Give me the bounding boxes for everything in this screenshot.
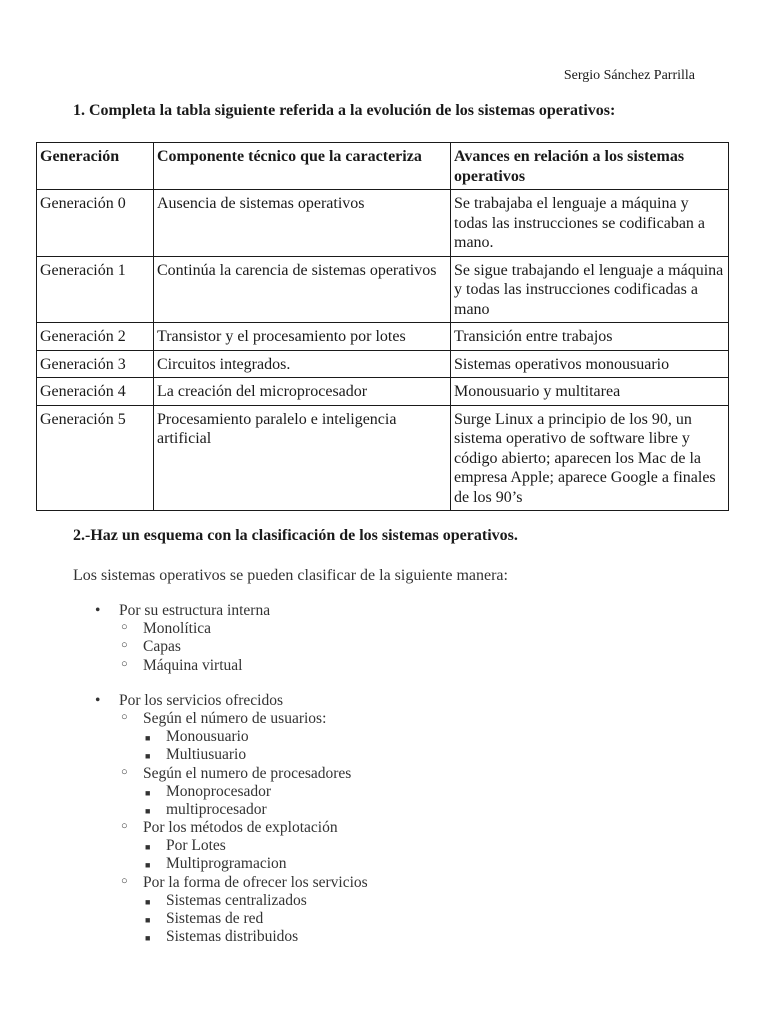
header-advances: Avances en relación a los sistemas operativos [451,143,729,190]
list-item-label: Según el numero de procesadores [143,764,352,782]
list-item-label: Según el número de usuarios: [143,709,327,727]
cell-advances: Sistemas operativos monousuario [451,350,729,378]
author-name: Sergio Sánchez Parrilla [563,68,695,83]
list-item-label: Monousuario [166,728,249,746]
list-item-label: Máquina virtual [143,656,243,674]
question-1-heading: 1. Completa la tabla siguiente referida a la evolución de los sistemas operativos: [73,102,616,119]
cell-generation: Generación 3 [37,350,154,378]
cell-advances: Se sigue trabajando el lenguaje a máquina y todas las instrucciones codificadas a mano [451,256,729,323]
question-2-heading: 2.-Haz un esquema con la clasificación de los sistemas operativos. [73,527,518,544]
cell-component: Circuitos integrados. [154,350,451,378]
table-row [37,405,729,511]
list-item-label: Por la forma de ofrecer los servicios [143,873,368,891]
cell-component: Continúa la carencia de sistemas operativos [154,256,451,323]
cell-generation: Generación 2 [37,323,154,351]
list-item-label: Por los servicios ofrecidos [119,691,284,709]
list-item-label: multiprocesador [166,800,267,818]
header-component: Componente técnico que la caracteriza [154,143,451,190]
list-item-label: Sistemas de red [166,910,264,927]
cell-generation: Generación 1 [37,256,154,323]
table-row [37,350,729,378]
list-item-label: Por Lotes [166,837,226,855]
cell-advances: Se trabajaba el lenguaje a máquina y todas las instrucciones se codificaban a mano. [451,190,729,257]
list-item-label: Por su estructura interna [119,602,271,619]
cell-advances: Monousuario y multitarea [451,378,729,406]
list-item-label: Multiusuario [166,746,247,764]
list-item-label: Multiprogramacion [166,855,287,873]
cell-advances: Transición entre trabajos [451,323,729,351]
table-row [37,190,729,257]
table-row [37,256,729,323]
cell-advances: Surge Linux a principio de los 90, un sistema operativo de software libre y código abierto; aparecen los Mac de la empresa Apple; aparece Google a finales de los 90’s [451,405,729,511]
list-item-label: Sistemas distribuidos [166,928,299,946]
list-item-label: Monolítica [143,620,212,638]
list-item-label: Capas [143,638,181,656]
table-header-row [37,143,729,190]
cell-component: Transistor y el procesamiento por lotes [154,323,451,351]
cell-component: La creación del microprocesador [154,378,451,406]
list-item-label: Monoprocesador [166,782,272,800]
cell-component: Procesamiento paralelo e inteligencia artificial [154,405,451,511]
table-row [37,378,729,406]
os-evolution-table [36,142,729,511]
table-row [37,323,729,351]
cell-component: Ausencia de sistemas operativos [154,190,451,257]
list-item-label: Por los métodos de explotación [143,819,338,837]
list-item-label: Sistemas centralizados [166,891,307,909]
cell-generation: Generación 0 [37,190,154,257]
cell-generation: Generación 5 [37,405,154,511]
cell-generation: Generación 4 [37,378,154,406]
header-generation: Generación [37,143,154,190]
intro-paragraph: Los sistemas operativos se pueden clasificar de la siguiente manera: [73,567,508,584]
